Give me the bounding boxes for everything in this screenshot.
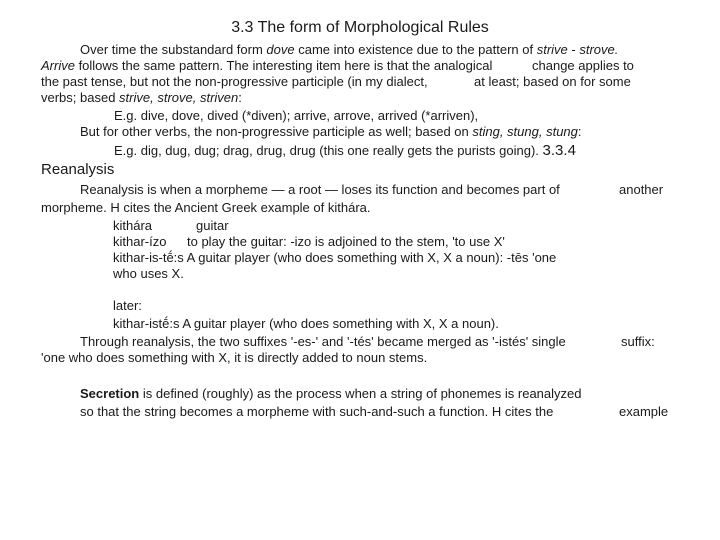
p1-line-6-colon: :	[577, 124, 582, 139]
p1-line-3: the past tense, but not the non-progressive participle (in my dialect,	[41, 74, 428, 89]
p1-line-1-strive: strive	[536, 42, 568, 57]
p4-line-1-text: is defined (roughly) as the process when a string of phonemes is reanalyzed	[139, 386, 582, 401]
p1-line-6-forms: sting, stung, stung	[472, 124, 578, 139]
section-heading: Reanalysis	[41, 161, 115, 178]
p1-example-1: E.g. dive, dove, dived (*diven); arrive, arrove, arrived (*arriven),	[114, 108, 479, 123]
p1-line-2-arrive: Arrive	[41, 58, 75, 73]
p1-line-4-colon: :	[238, 90, 242, 105]
p1-line-6-text-a: But for other verbs, the non-progressive participle as well; based on	[80, 124, 473, 139]
later-label: later:	[113, 298, 142, 313]
example-4: kithar-istḗ:s A guitar player (who does something with X, X a noun).	[113, 316, 499, 331]
p2-line-2: morpheme. H cites the Ancient Greek example of kithára.	[41, 200, 371, 215]
p1-line-1-text-a: Over time the substandard form	[80, 42, 267, 57]
p1-line-1	[80, 42, 618, 58]
p2-line-1: Reanalysis is when a morpheme — a root — loses its function and becomes part of	[80, 182, 560, 197]
example-word-1: kithára	[113, 218, 153, 233]
p1-line-2-text-b: follows the same pattern. The interesting item here is that the analogical	[74, 58, 493, 73]
example-3-line-1: kithar-is-tḗ:s A guitar player (who does something with X, X a noun): -tēs 'one	[113, 250, 557, 265]
p1-line-4-forms: strive, strove, striven	[119, 90, 239, 105]
p1-line-1-text-c: came into existence due to the pattern of	[294, 42, 537, 57]
p1-line-2-tail: change applies to	[532, 58, 634, 73]
example-gloss-2: to play the guitar: -izo is adjoined to the stem, 'to use X'	[187, 234, 505, 249]
p1-line-1-strove: strove.	[579, 42, 619, 57]
example-word-2: kithar-ízo	[113, 234, 167, 249]
p1-line-4	[41, 90, 242, 106]
p3-line-1: Through reanalysis, the two suffixes '-es-' and '-tés' became merged as '-istés' single	[80, 334, 566, 349]
example-gloss-1: guitar	[196, 218, 229, 233]
p4-line-2-tail: example	[619, 404, 669, 419]
p3-line-1-tail: suffix:	[621, 334, 655, 349]
p4-term-secretion: Secretion	[80, 386, 140, 401]
section-number: 3.3.4	[542, 142, 576, 159]
p1-line-1-dove: dove	[266, 42, 295, 57]
p2-line-1-tail: another	[619, 182, 664, 197]
p4-line-1	[80, 386, 582, 402]
p1-line-4-text-a: verbs; based	[41, 90, 120, 105]
p1-line-6	[80, 124, 582, 140]
p1-line-3-tail: at least; based on for some	[474, 74, 631, 89]
page-title: 3.3 The form of Morphological Rules	[231, 19, 489, 36]
p3-line-2: 'one who does something with X, it is directly added to noun stems.	[41, 350, 428, 365]
p1-line-2	[41, 58, 492, 74]
p1-line-1-dash: -	[567, 42, 580, 57]
example-3-line-2: who uses X.	[113, 266, 184, 281]
p4-line-2: so that the string becomes a morpheme with such-and-such a function. H cites the	[80, 404, 554, 419]
p1-example-2	[114, 143, 576, 159]
p1-example-2-text: E.g. dig, dug, dug; drag, drug, drug (this one really gets the purists going).	[114, 143, 539, 158]
